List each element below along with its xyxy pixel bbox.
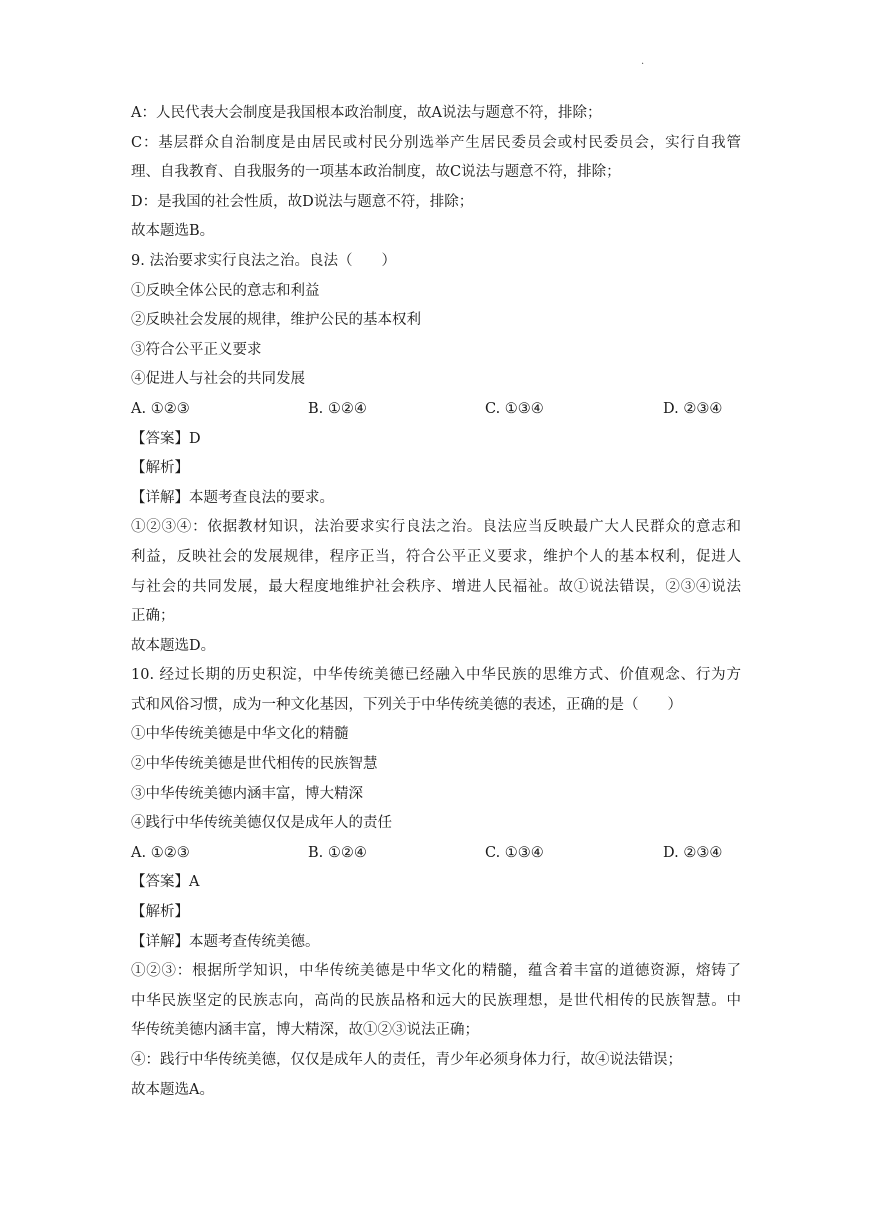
q10-option-b: B. ①②④ <box>308 844 367 861</box>
q8-explanation <box>131 99 741 247</box>
q10-analysis-label: 【解析】 <box>131 904 189 921</box>
q9-statement: ④促进人与社会的共同发展 <box>131 371 305 388</box>
q9-explanation-line: ①②③④：依据教材知识，法治要求实行良法之治。良法应当反映最广大人民群众的意志和 <box>131 519 741 536</box>
q9-stem: 9. 法治要求实行良法之治。良法（ ） <box>131 252 396 269</box>
q9-statement: ②反映社会发展的规律，维护公民的基本权利 <box>131 312 421 329</box>
q10-statement: ④践行中华传统美德仅仅是成年人的责任 <box>131 815 392 832</box>
question-10 <box>131 661 741 1105</box>
q8-explanation-line: A：人民代表大会制度是我国根本政治制度，故A说法与题意不符，排除； <box>131 105 602 121</box>
q9-explanation-line: 与社会的共同发展，最大程度地维护社会秩序、增进人民福祉。故①说法错误，②③④说法 <box>131 578 741 595</box>
q9-detail: 【详解】本题考查良法的要求。 <box>131 489 334 506</box>
q10-statement: ②中华传统美德是世代相传的民族智慧 <box>131 756 378 773</box>
q10-answer: 【答案】A <box>131 874 200 891</box>
q9-option-c: C. ①③④ <box>485 400 544 417</box>
q9-options <box>131 395 741 425</box>
q10-option-c: C. ①③④ <box>485 844 544 861</box>
q9-option-b: B. ①②④ <box>308 400 367 417</box>
q8-explanation-line: D：是我国的社会性质，故D说法与题意不符，排除； <box>131 193 474 210</box>
q9-analysis-label: 【解析】 <box>131 460 189 477</box>
q10-explanation-line: ④：践行中华传统美德，仅仅是成年人的责任，青少年必须身体力行，故④说法错误； <box>131 1052 682 1068</box>
q10-option-d: D. ②③④ <box>663 844 723 861</box>
q8-explanation-line: 理、自我教育、自我服务的一项基本政治制度，故C说法与题意不符，排除； <box>131 164 621 181</box>
q10-conclusion: 故本题选A。 <box>131 1081 214 1098</box>
q10-explanation-line: 中华民族坚定的民族志向，高尚的民族品格和远大的民族理想，是世代相传的民族智慧。中 <box>131 992 741 1009</box>
q9-explanation-line: 正确； <box>131 608 175 625</box>
q10-stem-line: 式和风俗习惯，成为一种文化基因，下列关于中华传统美德的表述，正确的是（ ） <box>131 696 682 713</box>
header-mark: . <box>641 56 645 67</box>
q8-conclusion: 故本题选B。 <box>131 223 215 240</box>
q9-option-d: D. ②③④ <box>663 400 723 417</box>
q10-statement: ①中华传统美德是中华文化的精髓 <box>131 726 349 743</box>
q10-stem-line: 10. 经过长期的历史积淀，中华传统美德已经融入中华民族的思维方式、价值观念、行为方 <box>131 667 741 684</box>
q9-answer: 【答案】D <box>131 430 201 447</box>
q10-statement: ③中华传统美德内涵丰富，博大精深 <box>131 785 363 802</box>
q9-option-a: A. ①②③ <box>131 400 190 417</box>
q10-explanation-line: 华传统美德内涵丰富，博大精深，故①②③说法正确； <box>131 1022 479 1039</box>
question-9 <box>131 247 741 661</box>
document-body <box>131 99 741 1105</box>
q10-option-a: A. ①②③ <box>131 844 190 861</box>
q10-detail: 【详解】本题考查传统美德。 <box>131 933 320 950</box>
q9-explanation-line: 利益，反映社会的发展规律，程序正当，符合公平正义要求，维护个人的基本权利，促进人 <box>131 548 741 565</box>
q8-explanation-line: C：基层群众自治制度是由居民或村民分别选举产生居民委员会或村民委员会，实行自我管 <box>131 134 741 151</box>
q10-explanation-line: ①②③：根据所学知识，中华传统美德是中华文化的精髓，蕴含着丰富的道德资源，熔铸了 <box>131 963 741 980</box>
q10-options <box>131 839 741 869</box>
q9-statement: ③符合公平正义要求 <box>131 341 262 358</box>
q9-statement: ①反映全体公民的意志和利益 <box>131 282 320 299</box>
q9-conclusion: 故本题选D。 <box>131 637 216 654</box>
